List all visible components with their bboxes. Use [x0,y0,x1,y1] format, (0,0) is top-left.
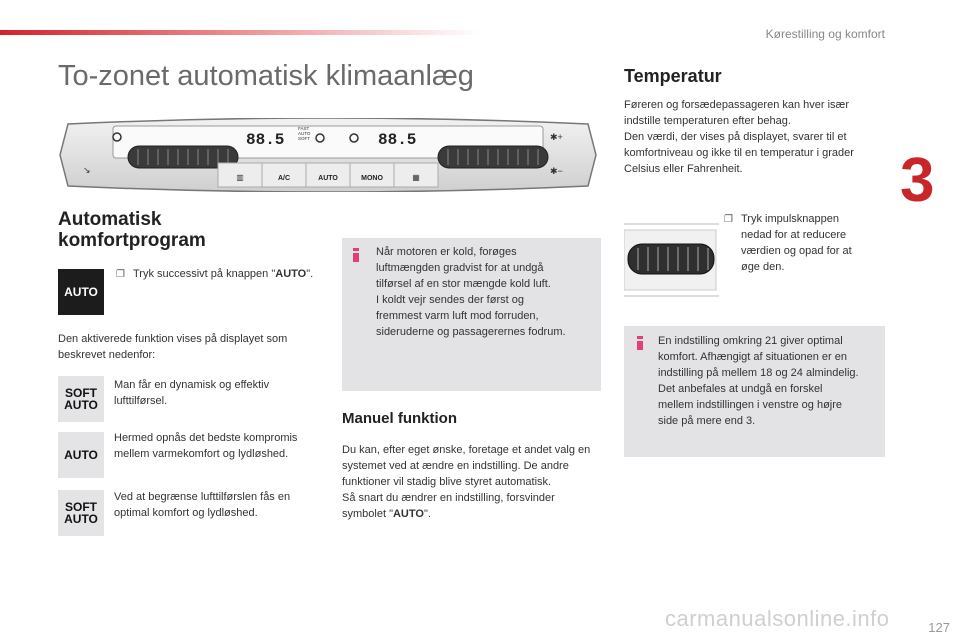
right-temperature-wheel [438,146,548,168]
chapter-number: 3 [900,146,935,215]
page-title: To-zonet automatisk klimaanlæg [58,60,474,92]
seat-airflow-icon: ↘ [83,165,91,175]
info-box-temperature: En indstilling omkring 21 giver optimal komfort. Afhængigt af situationen er en indstilling på mellem 18 og 24 almindelig. Det anbefales at undgå en forskel mellem indstillingen i venstre og højre side på mere end 3. [624,326,885,457]
bullet-icon: ❐ [116,269,125,280]
right-temp-display: 88.5 [378,131,417,149]
section-header: Kørestilling og komfort [765,27,885,41]
info-box-cold-engine: Når motoren er kold, forøges luftmængden gradvist for at undgå tilførsel af en stor mængde kold luft. I koldt vejr sendes der først og fremmest varm luft mod forruden, sideruderne og passagerernes fodrum. [342,238,601,391]
auto-intro: Den aktiverede funktion vises på displayet som beskrevet nedenfor: [58,333,288,361]
watermark: carmanualsonline.info [665,606,890,631]
left-temp-display: 88.5 [246,131,285,149]
soft-auto-badge-3: SOFT AUTO [58,490,104,536]
auto-label-small: AUTO [298,131,311,136]
fan-minus-icon: ✱− [550,166,563,176]
soft-auto-badge-1: SOFT AUTO [58,376,104,422]
info-icon [636,336,644,350]
auto-section-heading: Automatisk komfortprogram [58,209,206,251]
mode-desc-2: Hermed opnås det bedste kompromis mellem varmekomfort og lydløshed. [114,432,298,460]
info-icon [352,248,360,262]
auto-badge-2: AUTO [58,432,104,478]
front-defrost-icon: ▥ [236,173,244,182]
panel-buttons [218,163,438,187]
mono-button-label: MONO [361,175,383,182]
manual-heading: Manuel funktion [342,410,457,427]
temperature-bullet: ❐ Tryk impulsknappen nedad for at reducere værdien og opad for at øge den. [724,213,852,273]
auto-button-badge: AUTO [58,269,104,315]
ac-button-label: A/C [277,175,291,182]
fan-plus-icon: ✱+ [550,132,563,142]
bullet-icon: ❐ [724,214,733,225]
fast-label: FAST [298,126,310,131]
mode-desc-1: Man får en dynamisk og effektiv lufttilførsel. [114,379,270,407]
temperature-heading: Temperatur [624,66,722,86]
page-number: 127 [928,620,950,635]
rear-defrost-icon: ▦ [412,173,420,182]
auto-button-label: AUTO [318,175,338,182]
climate-control-panel-illustration [58,118,598,192]
mode-desc-3: Ved at begrænse lufttilførslen fås en optimal komfort og lydløshed. [114,491,291,519]
auto-bullet: ❐ Tryk successivt på knappen "AUTO". [116,266,316,283]
soft-label: SOFT [298,136,310,141]
temperature-wheel-illustration [624,222,719,298]
temperature-text: Føreren og forsædepassageren kan hver især indstille temperaturen efter behag. Den værdi, der vises på displayet, svarer til et komfortniveau og ikke til en temperatur i grader Celsius eller Fahrenheit. [624,99,854,175]
header-accent-bar [0,30,480,35]
manual-text: Du kan, efter eget ønske, foretage et andet valg en systemet ved at ændre en indstilling. De andre funktioner vil stadig blive styret automatisk. Så snart du ændrer en indstilling, forsvinder symbolet "AUTO". [342,444,591,520]
